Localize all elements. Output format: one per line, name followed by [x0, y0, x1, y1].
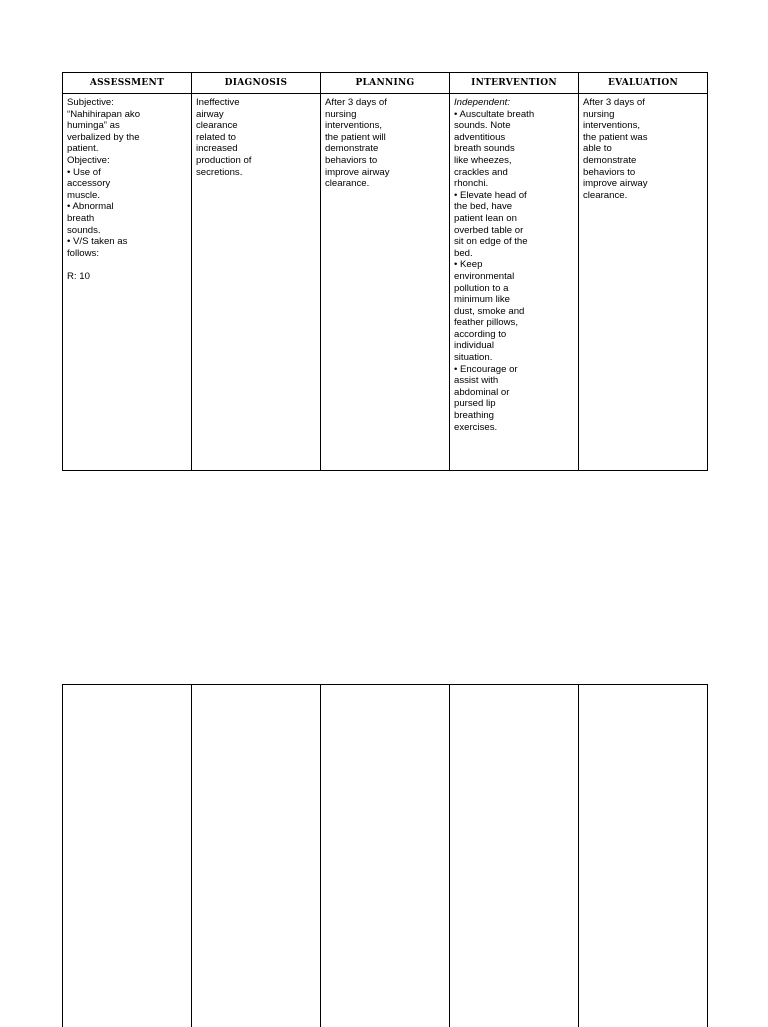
- intervention-label: Independent:: [454, 97, 574, 109]
- planning-text: After 3 days of nursing interventions, the patient will demonstrate behaviors to improve airway clearance.: [325, 97, 445, 190]
- blank-cell: [192, 685, 321, 1027]
- intervention-text: • Auscultate breath sounds. Note adventitious breath sounds like wheezes, crackles and rhonchi. • Elevate head of the bed, have patient lean on overbed table or sit on edge of the bed. • Keep environmental pollution to a minimum like dust, smoke and feather pillows, according to individual situation. • Encourage or assist with abdominal or pursed lip breathing exercises.: [454, 109, 574, 434]
- diagnosis-text: Ineffective airway clearance related to increased production of secretions.: [196, 97, 316, 178]
- intervention-cell: [450, 94, 579, 471]
- blank-cell: [579, 685, 708, 1027]
- diagnosis-cell: [192, 94, 321, 471]
- header-diagnosis: DIAGNOSIS: [192, 73, 321, 94]
- evaluation-text: After 3 days of nursing interventions, the patient was able to demonstrate behaviors to improve airway clearance.: [583, 97, 703, 201]
- blank-row: [63, 685, 708, 1027]
- header-planning: PLANNING: [321, 73, 450, 94]
- header-assessment: ASSESSMENT: [63, 73, 192, 94]
- header-intervention: INTERVENTION: [450, 73, 579, 94]
- content-row: [63, 94, 708, 471]
- assessment-cell: [63, 94, 192, 471]
- nursing-care-plan-table: [62, 72, 708, 471]
- blank-cell: [321, 685, 450, 1027]
- evaluation-cell: [579, 94, 708, 471]
- header-evaluation: EVALUATION: [579, 73, 708, 94]
- header-row: [63, 73, 708, 94]
- blank-cell: [63, 685, 192, 1027]
- planning-cell: [321, 94, 450, 471]
- blank-cell: [450, 685, 579, 1027]
- blank-care-plan-table: [62, 684, 708, 1027]
- assessment-text: Subjective: “Nahihirapan ako huminga” as verbalized by the patient. Objective: • Use of accessory muscle. • Abnormal breath sounds. • V/S taken as follows: R: 10: [67, 97, 187, 283]
